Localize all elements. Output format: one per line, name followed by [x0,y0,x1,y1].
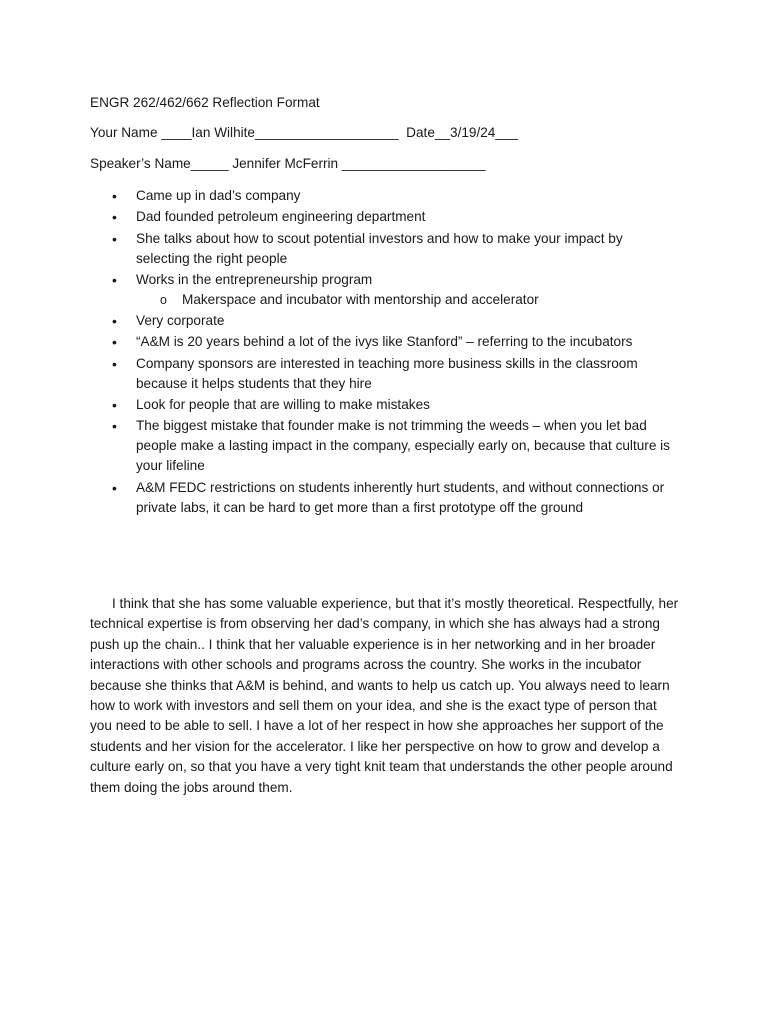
speaker-name-line: Speaker’s Name_____ Jennifer McFerrin ___________________ [90,156,486,171]
note-text: Very corporate [136,313,225,329]
note-item [90,332,680,352]
notes-list [90,186,680,519]
note-item [90,354,680,394]
note-text: “A&M is 20 years behind a lot of the ivys like Stanford” – referring to the incubators [136,334,633,350]
note-text: She talks about how to scout potential investors and how to make your impact by selecting the right people [136,230,623,266]
note-item [90,416,680,476]
note-item [90,270,680,310]
note-item [90,395,680,415]
note-text: Came up in dad’s company [136,188,301,203]
note-text: A&M FEDC restrictions on students inherently hurt students, and without connections or private labs, it can be hard to get more than a first prototype off the ground [136,479,665,515]
note-item [90,186,680,206]
note-item [90,207,680,227]
reflection-paragraph: I think that she has some valuable experience, but that it’s mostly theoretical. Respectfully, her technical expertise is from observing her dad’s company, in which she has always had a strong push up the chain.. I think that her valuable experience is in her networking and in her broader interactions with other schools and programs across the country. She works in the incubator because she thinks that A&M is behind, and wants to help us catch up. You always need to learn how to work with investors and sell them on your idea, and she is the exact type of person that you need to be able to sell. I have a lot of her respect in how she approaches her support of the students and her vision for the accelerator. I like her perspective on how to grow and develop a culture early on, so that you have a very tight knit team that understands the other people around them doing the jobs around them. [90,596,679,795]
sub-note-text: Makerspace and incubator with mentorship and accelerator [182,291,539,307]
document-title: ENGR 262/462/662 Reflection Format [90,95,320,110]
note-item [90,311,680,331]
note-text: Company sponsors are interested in teaching more business skills in the classroom because it helps students that they hire [136,355,638,391]
name-date-line: Your Name ____Ian Wilhite___________________ Date__3/19/24___ [90,125,519,140]
sub-note-item [136,290,680,310]
note-item [90,229,680,269]
sub-notes-list [136,290,680,310]
note-text: Works in the entrepreneurship program [136,271,373,287]
note-item [90,478,680,518]
note-text: Look for people that are willing to make mistakes [136,397,430,413]
note-text: The biggest mistake that founder make is not trimming the weeds – when you let bad people make a lasting impact in the company, especially early on, because that culture is your lifeline [136,418,670,474]
note-text: Dad founded petroleum engineering department [136,209,426,225]
